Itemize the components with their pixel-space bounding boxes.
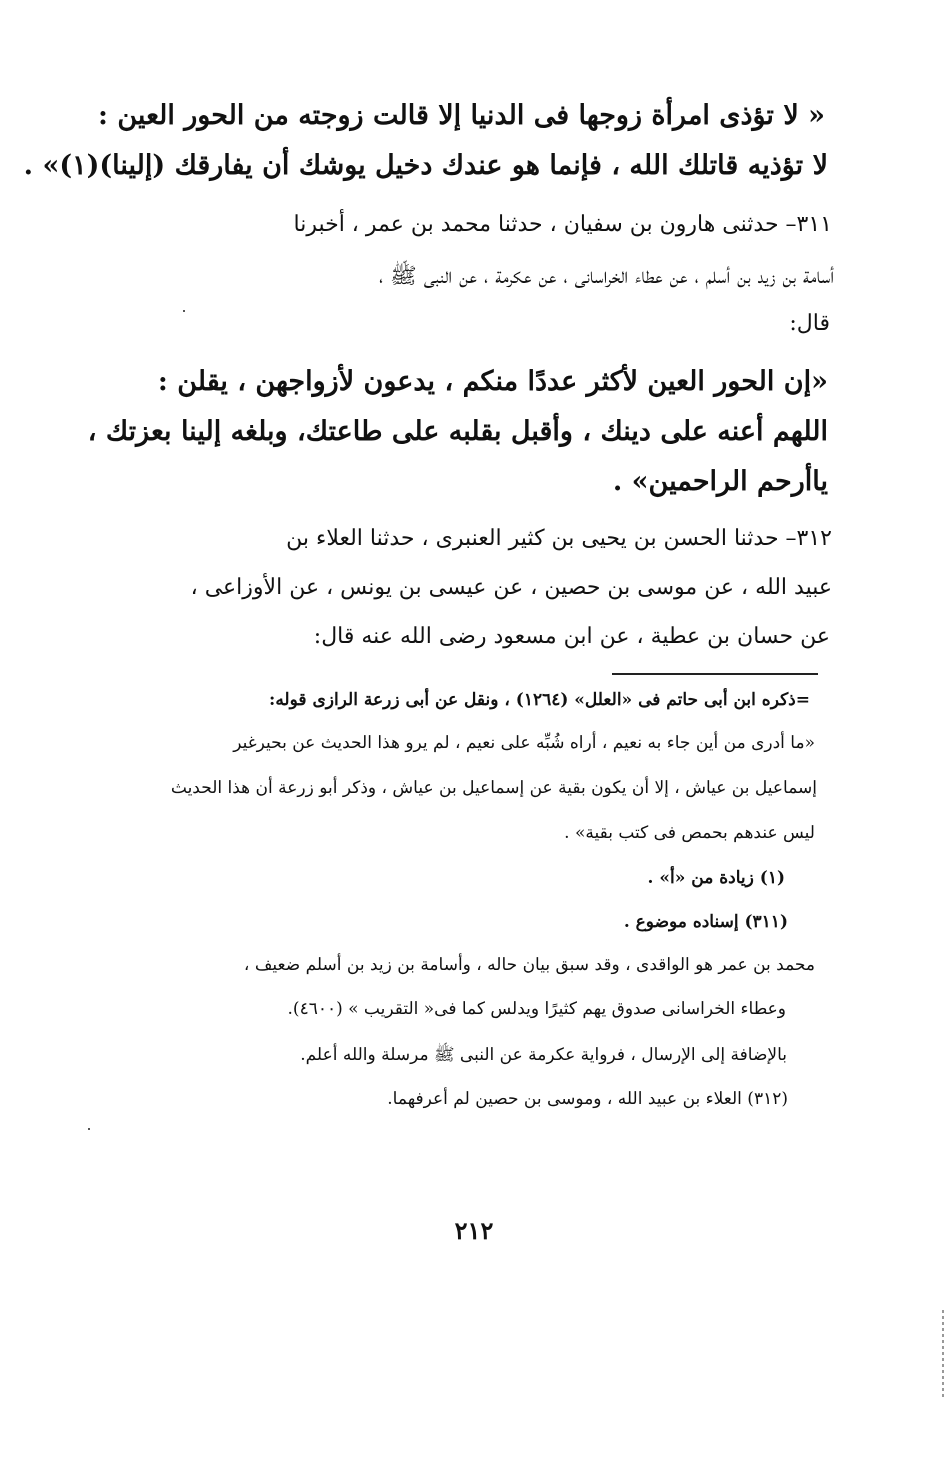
- hadith-312-isnad-line-2: عبيد الله ، عن موسى بن حصين ، عن عيسى بن يونس ، عن الأوزاعى ،: [190, 575, 832, 600]
- footnote-separator: [612, 673, 818, 675]
- footnote-311-line-3: بالإضافة إلى الإرسال ، فرواية عكرمة عن النبى ﷺ مرسلة والله أعلم.: [300, 1045, 787, 1065]
- footnote-line-4: ليس عندهم بحمص فى كتب بقية» .: [564, 823, 815, 843]
- hadith-312-isnad-line-1: ٣١٢– حدثنا الحسن بن يحيى بن كثير العنبرى ، حدثنا العلاء بن: [286, 526, 832, 551]
- scan-speck: [88, 1128, 90, 1130]
- hadith-310-text-line-1: « لا تؤذى امرأة زوجها فى الدنيا إلا قالت زوجته من الحور العين :: [98, 100, 825, 131]
- footnote-311-line-2: وعطاء الخراسانى صدوق يهم كثيرًا ويدلس كما فى« التقريب » (٤٦٠٠).: [287, 999, 786, 1019]
- hadith-311-isnad-line-2: أسامة بن زيد بن أسلم ، عن عطاء الخراسانى ، عن عكرمة ، عن النبى ﷺ ،: [378, 264, 834, 289]
- hadith-312-isnad-line-3: عن حسان بن عطية ، عن ابن مسعود رضى الله عنه قال:: [313, 624, 830, 649]
- scan-speck: [183, 310, 185, 312]
- hadith-311-isnad-line-1: ٣١١– حدثنى هارون بن سفيان ، حدثنا محمد بن عمر ، أخبرنا: [293, 212, 832, 237]
- page-number: ٢١٢: [454, 1216, 494, 1245]
- hadith-311-matn-line-1: «إن الحور العين لأكثر عددًا منكم ، يدعون لأزواجهن ، يقلن :: [157, 366, 828, 397]
- scan-edge-mark: [942, 1310, 944, 1400]
- footnote-line-2: «ما أدرى من أين جاء به نعيم ، أراه شُبِّه على نعيم ، لم يرو هذا الحديث عن بحيرغير: [233, 733, 815, 753]
- hadith-310-text-line-2: لا تؤذيه قاتلك الله ، فإنما هو عندك دخيل يوشك أن يفارقك (إلينا)(١)» .: [23, 150, 828, 181]
- footnote-variant-1: (١) زيادة من «أ» .: [647, 868, 785, 888]
- hadith-311-matn-line-3: ياأرحم الراحمين» .: [612, 466, 828, 497]
- footnote-312: (٣١٢) العلاء بن عبيد الله ، وموسى بن حصين لم أعرفهما.: [387, 1089, 788, 1109]
- footnote-line-3: إسماعيل بن عياش ، إلا أن يكون بقية عن إسماعيل بن عياش ، وذكر أبو زرعة أن هذا الحديث: [170, 778, 817, 798]
- hadith-311-matn-line-2: اللهم أعنه على دينك ، وأقبل بقلبه على طاعتك، وبلغه إلينا بعزتك ،: [87, 416, 828, 447]
- footnote-311-line-1: محمد بن عمر هو الواقدى ، وقد سبق بيان حاله ، وأسامة بن زيد بن أسلم ضعيف ،: [243, 955, 815, 975]
- footnote-grading-311: (٣١١) إسناده موضوع .: [623, 912, 788, 932]
- hadith-311-isnad-line-3: قال:: [789, 311, 830, 336]
- footnote-line-1: =ذكره ابن أبى حاتم فى «العلل» (١٢٦٤) ، ونقل عن أبى زرعة الرازى قوله:: [269, 690, 810, 710]
